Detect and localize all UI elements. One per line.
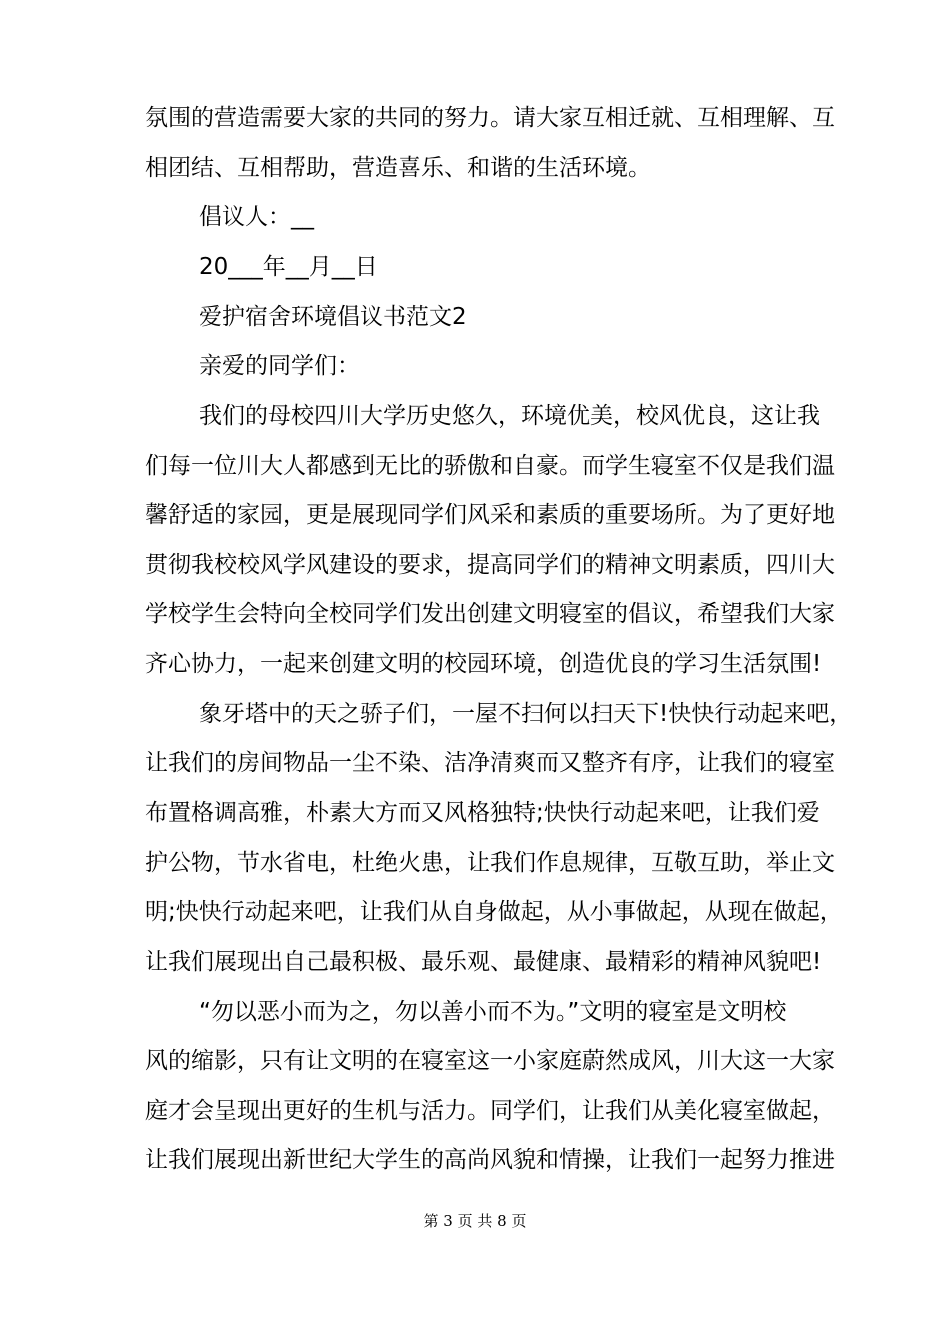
text-line: 让我们的房间物品一尘不染、洁净清爽而又整齐有序，让我们的寝室 xyxy=(145,750,835,776)
section-title: 爱护宿舍环境倡议书范文2 xyxy=(199,304,467,330)
text-line: “勿以恶小而为之，勿以善小而不为。”文明的寝室是文明校 xyxy=(199,999,787,1025)
text-line: 象牙塔中的天之骄子们，一屋不扫何以扫天下!快快行动起来吧， xyxy=(199,701,853,727)
text-line: 布置格调高雅，朴素大方而又风格独特;快快行动起来吧，让我们爱 xyxy=(145,800,820,826)
salutation: 亲爱的同学们： xyxy=(199,353,360,379)
text-line: 护公物，节水省电，杜绝火患，让我们作息规律，互敬互助，举止文 xyxy=(145,850,835,876)
signer-line: 倡议人：__ xyxy=(199,204,314,230)
text-line: 风的缩影，只有让文明的在寝室这一小家庭蔚然成风，川大这一大家 xyxy=(145,1048,835,1074)
text-line: 我们的母校四川大学历史悠久，环境优美，校风优良，这让我 xyxy=(199,403,820,429)
text-line: 贯彻我校校风学风建设的要求，提高同学们的精神文明素质，四川大 xyxy=(145,552,835,578)
date-line: 20___年__月__日 xyxy=(199,254,378,280)
page-number-footer: 第 3 页 共 8 页 xyxy=(423,1212,527,1230)
text-line: 让我们展现出自己最积极、最乐观、最健康、最精彩的精神风貌吧! xyxy=(145,949,822,975)
text-line: 馨舒适的家园，更是展现同学们风采和素质的重要场所。为了更好地 xyxy=(145,502,835,528)
text-line: 们每一位川大人都感到无比的骄傲和自豪。而学生寝室不仅是我们温 xyxy=(145,453,835,479)
text-line: 明;快快行动起来吧，让我们从自身做起，从小事做起，从现在做起， xyxy=(145,899,843,925)
text-line: 学校学生会特向全校同学们发出创建文明寝室的倡议，希望我们大家 xyxy=(145,601,835,627)
text-line: 庭才会呈现出更好的生机与活力。同学们，让我们从美化寝室做起， xyxy=(145,1098,835,1124)
text-line: 齐心协力，一起来创建文明的校园环境，创造优良的学习生活氛围! xyxy=(145,651,822,677)
text-line: 让我们展现出新世纪大学生的高尚风貌和情操，让我们一起努力推进 xyxy=(145,1147,835,1173)
text-line: 氛围的营造需要大家的共同的努力。请大家互相迁就、互相理解、互 xyxy=(145,105,835,131)
text-line: 相团结、互相帮助，营造喜乐、和谐的生活环境。 xyxy=(145,155,651,181)
